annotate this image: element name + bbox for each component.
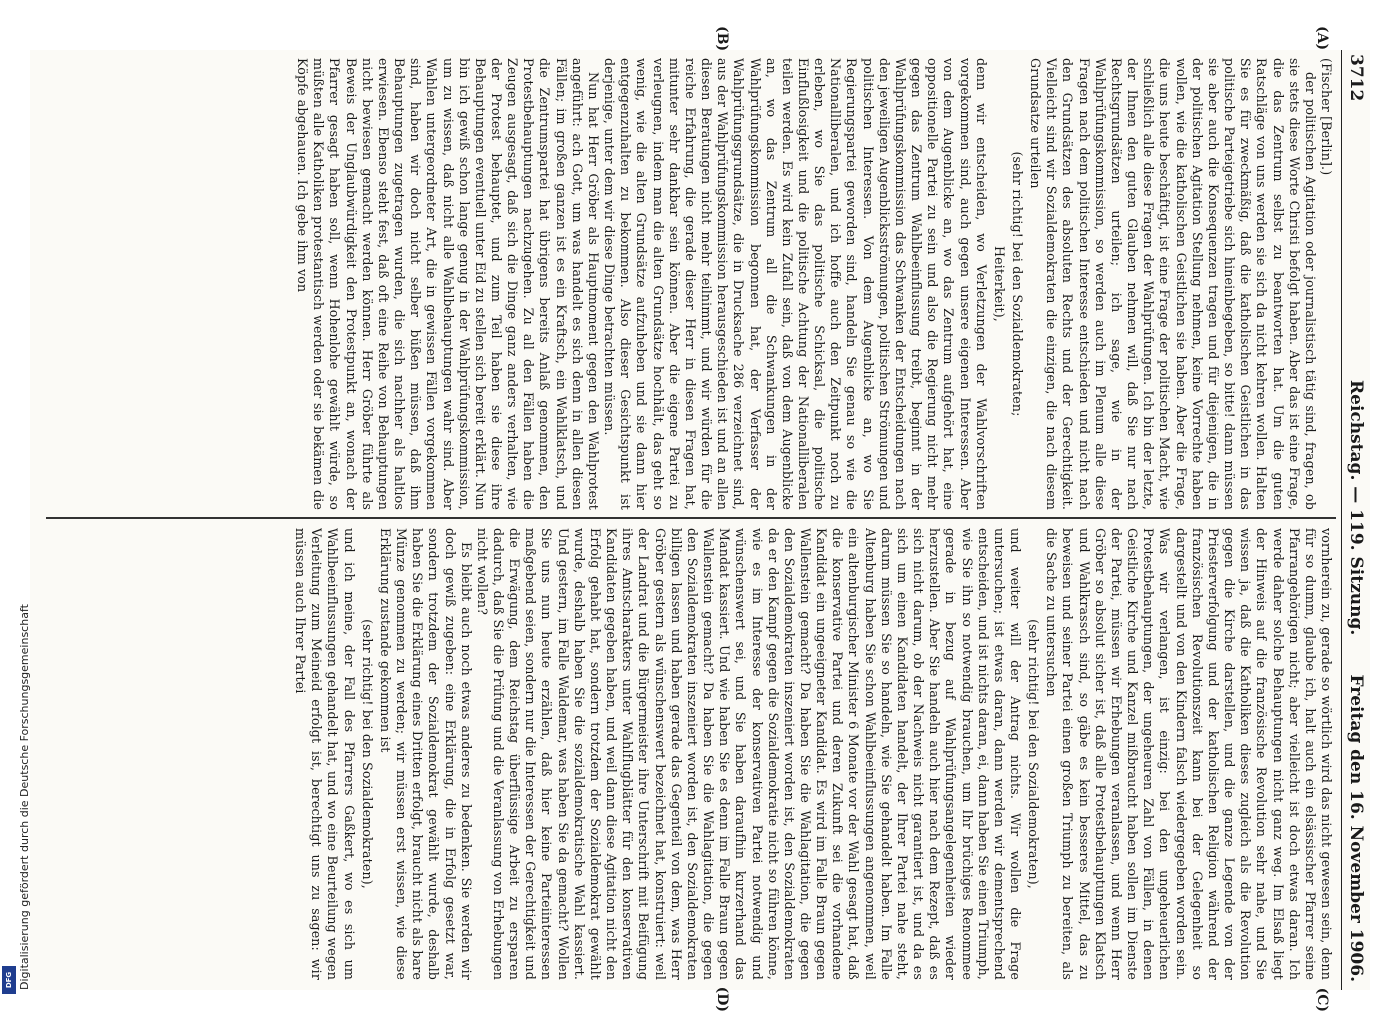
interjection: (sehr richtig! bei den Sozialdemokraten), [359,619,375,889]
dfg-logo: DFG [2,966,16,994]
column-divider [46,517,1336,519]
page-number: 3712 [1346,54,1366,102]
paragraph: denn wir entscheiden, wo Verletzungen der Wahlvorschriften vorgekommen sind, auch gegen unsere eigenen Interessen. Aber von dem Augenblicke an, wo das Zentrum aufgehört hat, eine oppositionelle Partei zu sein und also die Regierung nicht mehr gegen das Zentrum Wahlbeeinflussung treibt, beginnt in der Wahlprüfungskommission das Schwanken der Entscheidungen nach den jeweiligen Augenblicksströmungen, politischen Strömungen und politischen Interessen. Von dem Augenblicke an, wo Sie Regierungspartei geworden sind, handeln Sie genau so wie die Nationalliberalen, und ich hoffe auch den Zeitpunkt noch zu erleben, wo Sie das politische Schicksal, die politische Einflußlosigkeit und die politische Achtung der Nationalliberalen teilen werden. Es wird kein Zufall sein, daß von dem Augenblicke an, wo das Zentrum all die Schwankungen in der Wahlprüfungskommission begonnen hat, der Verfasser der Wahlprüfungsgrundsätze, die in Drucksache 286 verzeichnet sind, aus der Wahlprüfungskommission herausgeschieden ist und an allen diesen Beratungen nicht mehr teilnimmt, und wir würden für die reiche Erfahrung, die gerade dieser Herr in diesen Fragen hat, mitunter sehr dankbar sein können. Aber die eigene Partei zu verleugnen, indem man die alten Grundsätze hochhält, das geht so wenig, wie die alten Grundsätze aufzuheben und sie dann hier entgegenzuhalten zu bekommen. Also dieser Gesichtspunkt ist derjenige, unter dem wir diese Dinge betrachten müssen. [602,58,989,510]
margin-mark-c: (C) [1314,987,1330,1012]
paragraph: Es bleibt auch noch etwas anderes zu bedenken. Sie werden wir doch gewiß zugeben: eine Erklärung, die in Erfolg gesetzt war, sondern trotzdem der Sozialdemokrat gewählt wurde, deshalb haben Sie die Erklärung eines Dritten erfolgt, braucht nicht als bare Münze genommen zu werden; wir müssen erst wissen, wie diese Erklärung zustande gekommen ist [377,528,474,980]
margin-mark-d: (D) [714,986,730,1012]
paragraph: Nun hat Herr Gröber als Hauptmoment gegen den Wahlprotest angeführt: ach Gott, um was handelt es sich denn in allen diesen Fällen; im großen ganzen ist es ein Kraftsch, ein Wahlklatsch, und die Zentrumspartei hat übrigens bereits Anlaß genommen, den Protestbehauptungen nachzugehen. Zu all den Fällen haben die Zeugen ausgesagt, daß sich die Dinge ganz anders verhalten, wie der Protest behauptet, und zum Teil haben sie diese ihre Behauptungen eventuell unter Eid zu stellen sich bereit erklärt. Nun bin ich gewiß schon lange genug in der Wahlprüfungskommission, um zu wissen, daß nicht alle Wahlbehauptungen wahr sind. Aber Wahlen untergeordneter Art, die in gewissen Fällen vorgekommen sind, haben wir doch nicht selber büßen müssen, daß ihm Behauptungen zugetragen wurden, die sich nachher als haltlos erwiesen. Ebenso steht fest, daß oft eine Reihe von Behauptungen nicht bewiesen gemacht werden können. Herr Gröber führte als Beweis der Unglaubwürdigkeit den Protestpunkt an, wonach der Pfarrer gesagt haben soll, wenn Hohenlohe gewählt würde, so müßten alle Katholiken protestantisch werden oder sie bekämen die Köpfe abgehauen. Ich gebe ihm von [295,58,601,510]
interjection: (sehr richtig! bei den Sozialdemokraten; [1010,151,1026,417]
paragraph: vornherein zu, gerade so wörtlich wird das nicht gewesen sein, denn für so dumm, glaube ich, halt auch ein elsässischer Pfarrer seine Pfarrangehörigen nicht; aber vielleicht ist doch etwas daran. Ich werde daher solche Behauptungen nicht ganz weg. Im Elsaß liegt der Hinweis auf die französische Revolution sehr nahe, und Sie wissen ja, daß die Katholiken dieses zugleich als die Revolution gegen die Kirche darstellen, und die ganze Legende von der Priesterverfolgung und der katholischen Religion während der französischen Revolutionszeit kann bei der Gelegenheit so dargestellt und von den Kindern falsch wiedergegeben worden sein. Was wir verlangen, ist einzig: bei den ungeheuerlichen Protestbehauptungen, der ungeheuren Zahl von Fällen, in denen Geistliche Kirche und Kanzel mißbraucht haben sollen im Dienste der Partei, müssen wir Erhebungen veranlassen, und wenn Herr Gröber so absolut sicher ist, daß alle Protestbehauptungen Klatsch und Wahlkrassch sind, so gäbe es kein besseres Mittel, das zu beweisen und seiner Partei einen großen Triumph zu bereiten, als die Sache zu untersuchen [1044,528,1334,980]
margin-mark-a: (A) [1314,26,1330,51]
session-date: Freitag den 16. November 1906. [1346,674,1366,982]
document-page [30,26,1370,1012]
interjection: Heiterkeit), [991,246,1007,322]
digitization-credit: Digitalisierung gefördert durch die Deutsche Forschungsgemeinschaft [18,604,31,990]
right-text-column [54,528,1334,980]
margin-mark-b: (B) [714,26,730,52]
interjection: (sehr richtig! bei den Sozialdemokraten), [1026,619,1042,889]
paragraph: und ich meine, der Fall des Pfarrers Gaßkert, wo es sich um Wahlbeeinflussungen gehandelt hat, und wo eine Beurteilung wegen Verleitung zum Meineid erfolgt ist, berechtigt uns zu sagen: wir müssen auch Ihrer Partei [293,528,357,980]
paragraph: und weiter will der Antrag nichts. Wir wollen die Frage untersuchen; ist etwas daran, dann werden wir dementsprechend entscheiden, und ist nichts daran, ei, dann haben Sie einen Triumph, wie Sie ihn so notwendig brauchen, um Ihr brüchiges Renommee gerade in bezug auf Wahlprüfungsangelegenheiten wieder herzustellen. Aber Sie handeln auch hier nach dem Rezept, daß es sich nicht darum, ob der Nachweis nicht garantiert ist, und da es sich um einen Kandidaten handelt, der Ihrer Partei nahe steht, darum müssen Sie so handeln, wie Sie gehandelt haben. Im Falle Altenburg haben Sie schon Wahlbeeinflussungen angenommen, weil ein altenburgischer Minister 6 Monate vor der Wahl gesagt hat, daß die konservative Partei und deren Zukunft sei die vorhandene Kandidat ein ungeeigneter Kandidat. Es wird im Falle Braun gegen Wallenstein gemacht? Da haben Sie die Wahlagitation, die gegen den Sozialdemokraten inszeniert worden ist, den Sozialdemokraten da er den Kampf gegen die Sozialdemokratie nicht so führen könne, wie es im Interesse der konservativen Partei notwendig und wünschenswert sei, und Sie haben daraufhin kurzerhand das Mandat kassiert. Und wie haben Sie es denn im Falle Braun gegen Wallenstein gemacht? Da haben Sie die Wahlagitation, die gegen den Sozialdemokraten inszeniert worden ist, den Sozialdemokraten billigen lassen und haben gerade das Gegenteil von dem, was Herr Gröber gestern als wünschenswert bezeichnet hat, konstruiert: weil der Landrat und die Bürgermeister ihre Unterschrift mit Beifügung ihres Amtscharakters unter Wahlflugblätter für den konservativen Kandidaten gegeben haben, und weil dann diese Agitation nicht den Erfolg gehabt hat, sondern trotzdem der Sozialdemokrat gewählt wurde, deshalb haben Sie die sozialdemokratische Wahl kassiert. Und gestern, im Falle Waldemar, was haben Sie da gemacht? Wollen Sie uns nun heute erzählen, daß hier keine Parteiinteressen maßgebend seien, sondern nur die Interessen der Gerechtigkeit und die Erwägung, dem Reichstag überflüssige Arbeit zu ersparen dadurch, daß Sie die Prüfung und die Veranlassung von Erhebungen nicht wollen? [474,528,1024,980]
speaker-label: (Fischer [Berlin].) [1319,58,1334,176]
paragraph: der politischen Agitation oder journalistisch tätig sind, fragen, ob sie stets diese Worte Christi befolgt haben. Aber das ist eine Frage, die das Zentrum selbst zu beantworten hat. Um die guten Ratschläge von uns werden sie sich da nicht kehren wollen. Halten Sie es für zweckmäßig, daß die katholischen Geistlichen in das politische Parteigetriebe sich hineinbegeben, so bitte! dann müssen sie aber auch die Konsequenzen tragen und für diejenigen, die in der politischen Agitation Stellung nehmen, keine Vorrechte haben wollen, wie die katholischen Geistlichen sie haben. Aber die Frage, die uns heute beschäftigt, ist eine Frage der politischen Macht, wie schließlich alle diese Fragen der Wahlprüfungen. Ich bin der letzte, der Ihnen den guten Glauben nehmen will, daß Sie nur nach Rechtsgrundsätzen urteilen; ich sage, wie in der Wahlprüfungskommission, so werden auch im Plenum alle diese Fragen nach dem politischen Interesse entschieden und nicht nach den Grundsätzen des absoluten Rechts und der Gerechtigkeit. Vielleicht sind wir Sozialdemokraten die einzigen, die nach diesem Grundsatze urteilen [1028,58,1318,510]
left-text-column [54,58,1334,510]
page-title: Reichstag. — 119. Sitzung. [1346,380,1366,636]
page-header [1341,50,1370,990]
